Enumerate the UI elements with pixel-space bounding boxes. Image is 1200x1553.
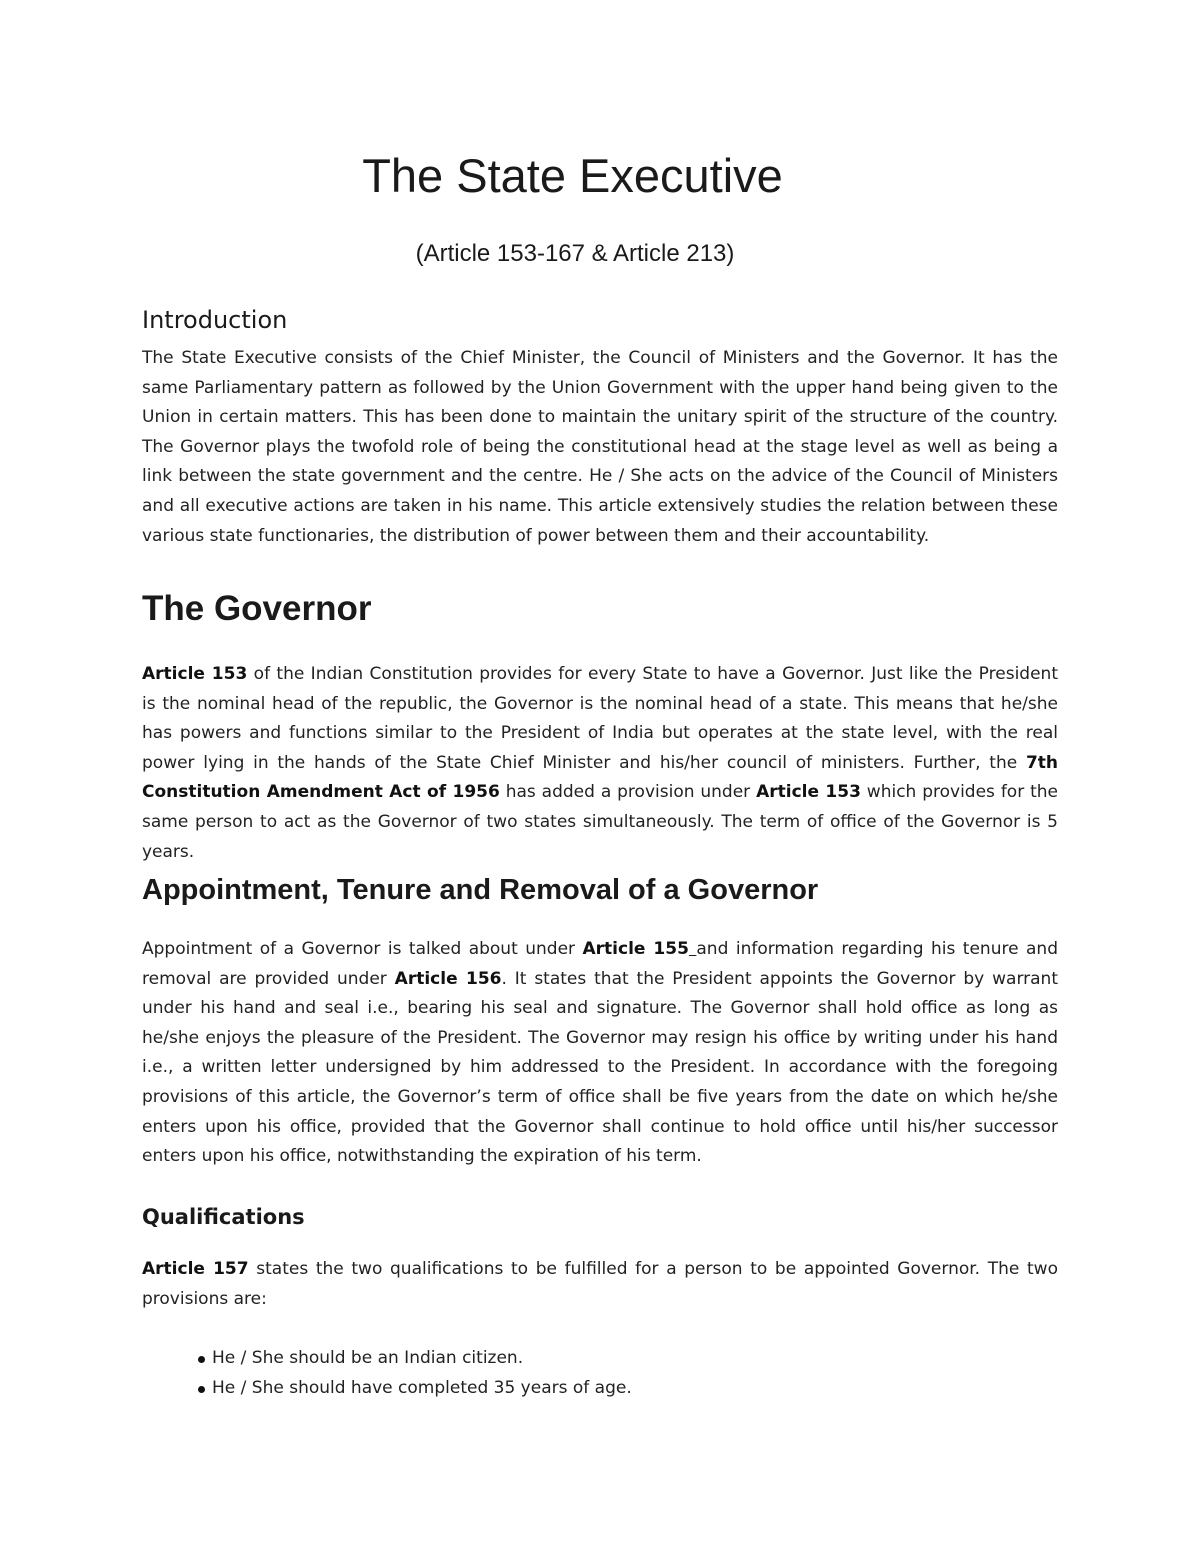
appointment-text-3: . It states that the President appoints the Governor by warrant under his hand and seal i.e., bearing his seal and signature. The Governor shall hold office as long as he/she enjoys the pleasure of the President. The Governor may resign his office by writing under his hand i.e., a written letter undersigned by him addressed to the President. In accordance with the foregoing provisions of this article, the Governor’s term of office shall be five years from the date on which he/she enters upon his office, provided that the Governor shall continue to hold office until his/her successor enters upon his office, notwithstanding the expiration of his term. (142, 968, 1058, 1167)
governor-text-2: has added a provision under (499, 782, 757, 803)
governor-text-1: of the Indian Constitution provides for every State to have a Governor. Just like the President is the nominal head of the republic, the Governor is the nominal head of a state. This means that he/she has powers and functions similar to the President of India but operates at the state level, with the real power lying in the hands of the State Chief Minister and his/her council of ministers. Further, the (142, 664, 1058, 773)
article-157-ref: Article 157 (142, 1259, 249, 1279)
governor-text-3: which provides for the same person to act as the Governor of two states simultaneously. The term of office of the Governor is 5 years. (142, 782, 1058, 862)
document-subtitle: (Article 153-167 & Article 213) (415, 240, 735, 267)
appointment-paragraph (142, 935, 1058, 1172)
amendment-act-ref: 7th Constitution Amendment Act of 1956 (142, 752, 1058, 803)
appointment-text-1: Appointment of a Governor is talked about under (142, 939, 583, 959)
article-153-ref: Article 153 (142, 664, 248, 684)
article-153-ref-2: Article 153 (756, 782, 861, 803)
list-item (198, 1344, 632, 1374)
list-item (198, 1374, 632, 1404)
qualifications-paragraph (142, 1255, 1058, 1314)
introduction-heading: Introduction (142, 306, 288, 334)
qualifications-heading: Qualifications (142, 1205, 305, 1229)
appointment-heading: Appointment, Tenure and Removal of a Governor (142, 874, 819, 906)
article-155-ref: Article 155 (582, 939, 689, 959)
appointment-text-2: and information regarding his tenure and removal are provided under (142, 939, 1058, 989)
introduction-paragraph: The State Executive consists of the Chief Minister, the Council of Ministers and the Governor. It has the same Parliamentary pattern as followed by the Union Government with the upper hand being given to the Union in certain matters. This has been done to maintain the unitary spirit of the structure of the country. The Governor plays the twofold role of being the constitutional head at the stage level as well as being a link between the state government and the centre. He / She acts on the advice of the Council of Ministers and all executive actions are taken in his name. This article extensively studies the relation between these various state functionaries, the distribution of power between them and their accountability. (142, 348, 1058, 546)
qualifications-text: states the two qualifications to be fulfilled for a person to be appointed Governor. The two provisions are: (142, 1259, 1058, 1309)
list-item-text: He / She should have completed 35 years of age. (212, 1377, 632, 1398)
governor-paragraph (142, 660, 1058, 867)
list-item-text: He / She should be an Indian citizen. (212, 1348, 524, 1368)
governor-heading: The Governor (142, 589, 372, 628)
document-title: The State Executive (362, 149, 783, 202)
qualifications-list (198, 1344, 632, 1403)
bullet-icon (198, 1386, 205, 1393)
bullet-icon (198, 1356, 205, 1363)
article-156-ref: Article 156 (394, 968, 502, 989)
